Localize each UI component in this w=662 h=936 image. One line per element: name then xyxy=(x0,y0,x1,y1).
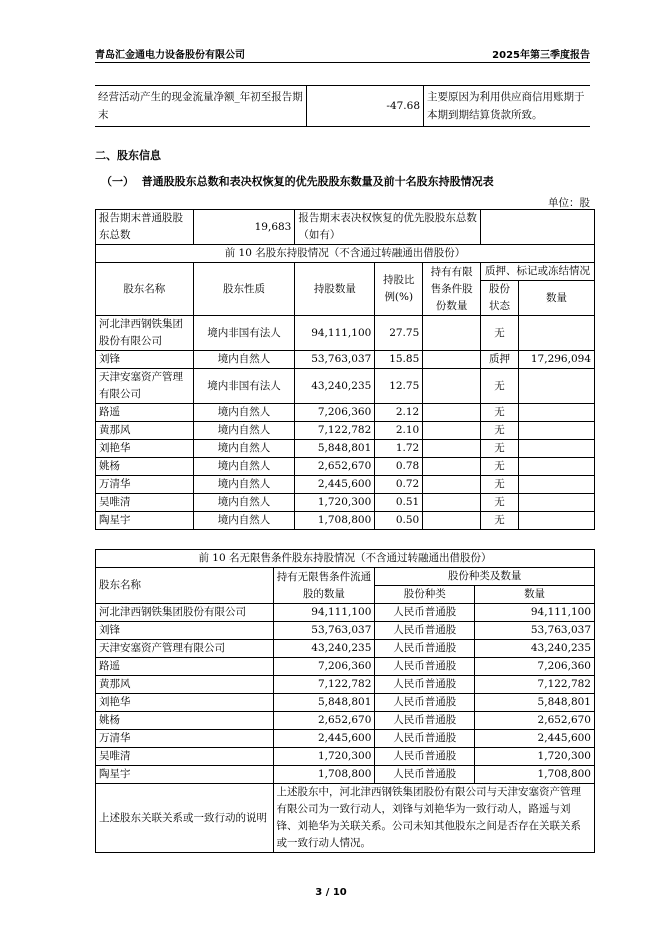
col-header-name: 股东名称 xyxy=(96,263,194,316)
holder-share-kind: 人民币普通股 xyxy=(375,748,475,766)
shareholder-qty: 94,111,100 xyxy=(295,316,375,351)
shareholder-nature: 境内自然人 xyxy=(193,476,295,494)
shareholder-name: 姚杨 xyxy=(96,458,194,476)
holder-share-kind: 人民币普通股 xyxy=(375,640,475,658)
holder-name: 吴唯清 xyxy=(96,748,274,766)
col-header-pledge: 质押、标记或冻结情况 xyxy=(481,263,595,281)
shareholder-pledge-amount xyxy=(518,440,594,458)
holder-name: 天津安塞资产管理有限公司 xyxy=(96,640,274,658)
shareholder-pledge-amount: 17,296,094 xyxy=(518,351,594,369)
table-row xyxy=(95,86,590,127)
shareholder-pledge-amount xyxy=(518,422,594,440)
table-row xyxy=(96,422,595,440)
shareholder-nature: 境内自然人 xyxy=(193,351,295,369)
col-header-nature: 股东性质 xyxy=(193,263,295,316)
holder-share-amount: 2,445,600 xyxy=(475,730,595,748)
table-row xyxy=(96,550,595,568)
table-row xyxy=(96,784,595,853)
shareholder-restricted xyxy=(423,512,481,530)
shareholder-pledge-amount xyxy=(518,494,594,512)
holder-name: 黄那风 xyxy=(96,676,274,694)
shareholder-table xyxy=(95,209,595,530)
shareholder-status: 无 xyxy=(481,494,519,512)
shareholder-name: 陶星宇 xyxy=(96,512,194,530)
holder-name: 姚杨 xyxy=(96,712,274,730)
shareholder-ratio: 0.78 xyxy=(375,458,423,476)
shareholder-status: 无 xyxy=(481,476,519,494)
shareholder-ratio: 1.72 xyxy=(375,440,423,458)
shareholder-nature: 境内自然人 xyxy=(193,494,295,512)
holder-share-kind: 人民币普通股 xyxy=(375,712,475,730)
shareholder-status: 无 xyxy=(481,369,519,404)
holder-share-amount: 94,111,100 xyxy=(475,604,595,622)
holder-qty: 1,720,300 xyxy=(273,748,375,766)
col-header-name: 股东名称 xyxy=(96,568,274,604)
col-header-kind: 股份种类 xyxy=(375,586,475,604)
shareholder-nature: 境内非国有法人 xyxy=(193,316,295,351)
company-name: 青岛汇金通电力设备股份有限公司 xyxy=(95,50,245,61)
holder-qty: 53,763,037 xyxy=(273,622,375,640)
col-header-restricted: 持有有限售条件股份数量 xyxy=(423,263,481,316)
holder-share-amount: 53,763,037 xyxy=(475,622,595,640)
shareholder-ratio: 2.10 xyxy=(375,422,423,440)
col-header-qty: 持股数量 xyxy=(295,263,375,316)
holder-share-kind: 人民币普通股 xyxy=(375,658,475,676)
table-row xyxy=(96,604,595,622)
shareholder-name: 河北津西钢铁集团股份有限公司 xyxy=(96,316,194,351)
col-header-amount: 数量 xyxy=(475,586,595,604)
pref-holders-label: 报告期末表决权恢复的优先股股东总数（如有） xyxy=(295,210,481,245)
shareholder-nature: 境内自然人 xyxy=(193,458,295,476)
shareholder-status: 无 xyxy=(481,404,519,422)
table-row xyxy=(96,404,595,422)
shareholder-name: 吴唯清 xyxy=(96,494,194,512)
shareholder-name: 黄那风 xyxy=(96,422,194,440)
page-number: 3 / 10 xyxy=(315,887,347,898)
holder-share-kind: 人民币普通股 xyxy=(375,622,475,640)
cashflow-label: 经营活动产生的现金流量净额_年初至报告期末 xyxy=(95,86,307,127)
shareholder-restricted xyxy=(423,404,481,422)
shareholder-restricted xyxy=(423,494,481,512)
holder-share-amount: 7,122,782 xyxy=(475,676,595,694)
holder-share-amount: 1,720,300 xyxy=(475,748,595,766)
holder-share-amount: 5,848,801 xyxy=(475,694,595,712)
holder-share-amount: 43,240,235 xyxy=(475,640,595,658)
holder-share-amount: 2,652,670 xyxy=(475,712,595,730)
table-row xyxy=(96,458,595,476)
shareholder-restricted xyxy=(423,422,481,440)
shareholder-ratio: 12.75 xyxy=(375,369,423,404)
col-header-ratio: 持股比例(%) xyxy=(375,263,423,316)
unrestricted-caption: 前 10 名无限售条件股东持股情况（不含通过转融通出借股份） xyxy=(96,550,595,568)
table-row xyxy=(96,369,595,404)
shareholder-qty: 7,122,782 xyxy=(295,422,375,440)
shareholder-status: 质押 xyxy=(481,351,519,369)
shareholder-pledge-amount xyxy=(518,476,594,494)
shareholder-pledge-amount xyxy=(518,316,594,351)
table-row xyxy=(96,712,595,730)
common-holders-label: 报告期末普通股股东总数 xyxy=(96,210,194,245)
report-title: 2025年第三季度报告 xyxy=(492,50,590,61)
unrestricted-table xyxy=(95,549,595,853)
header-rule xyxy=(95,62,590,63)
table-row xyxy=(96,568,595,586)
table-row xyxy=(96,730,595,748)
cashflow-value: -47.68 xyxy=(307,86,424,127)
holder-share-amount: 7,206,360 xyxy=(475,658,595,676)
shareholder-nature: 境内自然人 xyxy=(193,512,295,530)
table-row xyxy=(96,351,595,369)
top10-caption: 前 10 名股东持股情况（不含通过转融通出借股份） xyxy=(96,245,595,263)
shareholder-restricted xyxy=(423,440,481,458)
holder-qty: 1,708,800 xyxy=(273,766,375,784)
col-header-qty: 持有无限售条件流通股的数量 xyxy=(273,568,375,604)
shareholder-restricted xyxy=(423,351,481,369)
shareholder-ratio: 2.12 xyxy=(375,404,423,422)
shareholder-qty: 2,652,670 xyxy=(295,458,375,476)
common-holders-value: 19,683 xyxy=(193,210,295,245)
holder-name: 万清华 xyxy=(96,730,274,748)
table-row xyxy=(96,766,595,784)
shareholder-status: 无 xyxy=(481,316,519,351)
shareholder-status: 无 xyxy=(481,440,519,458)
shareholder-qty: 1,720,300 xyxy=(295,494,375,512)
holder-name: 刘艳华 xyxy=(96,694,274,712)
table-row xyxy=(96,440,595,458)
holder-share-kind: 人民币普通股 xyxy=(375,694,475,712)
shareholder-status: 无 xyxy=(481,458,519,476)
shareholder-restricted xyxy=(423,316,481,351)
shareholder-ratio: 0.51 xyxy=(375,494,423,512)
holder-name: 路遥 xyxy=(96,658,274,676)
holder-qty: 5,848,801 xyxy=(273,694,375,712)
holder-qty: 2,652,670 xyxy=(273,712,375,730)
holder-qty: 7,122,782 xyxy=(273,676,375,694)
shareholder-pledge-amount xyxy=(518,512,594,530)
shareholder-name: 天津安塞资产管理有限公司 xyxy=(96,369,194,404)
shareholder-pledge-amount xyxy=(518,369,594,404)
holder-name: 河北津西钢铁集团股份有限公司 xyxy=(96,604,274,622)
holder-share-kind: 人民币普通股 xyxy=(375,676,475,694)
table-row xyxy=(96,316,595,351)
shareholder-qty: 5,848,801 xyxy=(295,440,375,458)
shareholder-qty: 7,206,360 xyxy=(295,404,375,422)
shareholder-pledge-amount xyxy=(518,458,594,476)
table-row xyxy=(96,210,595,245)
col-header-status: 股份状态 xyxy=(481,281,519,316)
table-row xyxy=(96,748,595,766)
holder-qty: 43,240,235 xyxy=(273,640,375,658)
shareholder-pledge-amount xyxy=(518,404,594,422)
shareholder-restricted xyxy=(423,458,481,476)
unit-label: 单位：股 xyxy=(548,197,590,209)
shareholder-name: 路遥 xyxy=(96,404,194,422)
shareholder-qty: 43,240,235 xyxy=(295,369,375,404)
shareholder-status: 无 xyxy=(481,512,519,530)
shareholder-ratio: 27.75 xyxy=(375,316,423,351)
shareholder-qty: 53,763,037 xyxy=(295,351,375,369)
shareholder-ratio: 0.72 xyxy=(375,476,423,494)
holder-share-kind: 人民币普通股 xyxy=(375,766,475,784)
shareholder-nature: 境内自然人 xyxy=(193,422,295,440)
shareholder-ratio: 15.85 xyxy=(375,351,423,369)
shareholder-qty: 1,708,800 xyxy=(295,512,375,530)
table-row xyxy=(96,512,595,530)
table-row xyxy=(96,640,595,658)
relation-text: 上述股东中，河北津西钢铁集团股份有限公司与天津安塞资产管理有限公司为一致行动人，刘锋与刘艳华为一致行动人，路遥与刘锋、刘艳华为关联关系。公司未知其他股东之间是否存在关联关系或一致行动人情况。 xyxy=(273,784,595,853)
subsection-title: （一） 普通股股东总数和表决权恢复的优先股股东数量及前十名股东持股情况表 xyxy=(101,175,494,188)
shareholder-nature: 境内非国有法人 xyxy=(193,369,295,404)
cashflow-reason: 主要原因为利用供应商信用账期于本期到期结算货款所致。 xyxy=(424,86,591,127)
shareholder-name: 万清华 xyxy=(96,476,194,494)
holder-share-kind: 人民币普通股 xyxy=(375,604,475,622)
holder-name: 刘锋 xyxy=(96,622,274,640)
shareholder-nature: 境内自然人 xyxy=(193,440,295,458)
table-row xyxy=(96,658,595,676)
pref-holders-value xyxy=(481,210,595,245)
section-title: 二、股东信息 xyxy=(95,149,161,162)
shareholder-name: 刘锋 xyxy=(96,351,194,369)
shareholder-status: 无 xyxy=(481,422,519,440)
holder-name: 陶星宇 xyxy=(96,766,274,784)
cashflow-table xyxy=(95,85,590,127)
table-row xyxy=(96,694,595,712)
table-row xyxy=(96,245,595,263)
shareholder-ratio: 0.50 xyxy=(375,512,423,530)
holder-share-amount: 1,708,800 xyxy=(475,766,595,784)
shareholder-nature: 境内自然人 xyxy=(193,404,295,422)
table-row xyxy=(96,476,595,494)
holder-qty: 94,111,100 xyxy=(273,604,375,622)
relation-label: 上述股东关联关系或一致行动的说明 xyxy=(96,784,274,853)
table-row xyxy=(96,622,595,640)
holder-qty: 7,206,360 xyxy=(273,658,375,676)
table-row xyxy=(96,263,595,281)
table-row xyxy=(96,676,595,694)
shareholder-name: 刘艳华 xyxy=(96,440,194,458)
holder-qty: 2,445,600 xyxy=(273,730,375,748)
table-row xyxy=(96,494,595,512)
shareholder-restricted xyxy=(423,369,481,404)
col-header-kind-group: 股份种类及数量 xyxy=(375,568,595,586)
shareholder-qty: 2,445,600 xyxy=(295,476,375,494)
holder-share-kind: 人民币普通股 xyxy=(375,730,475,748)
shareholder-restricted xyxy=(423,476,481,494)
col-header-amount: 数量 xyxy=(518,281,594,316)
